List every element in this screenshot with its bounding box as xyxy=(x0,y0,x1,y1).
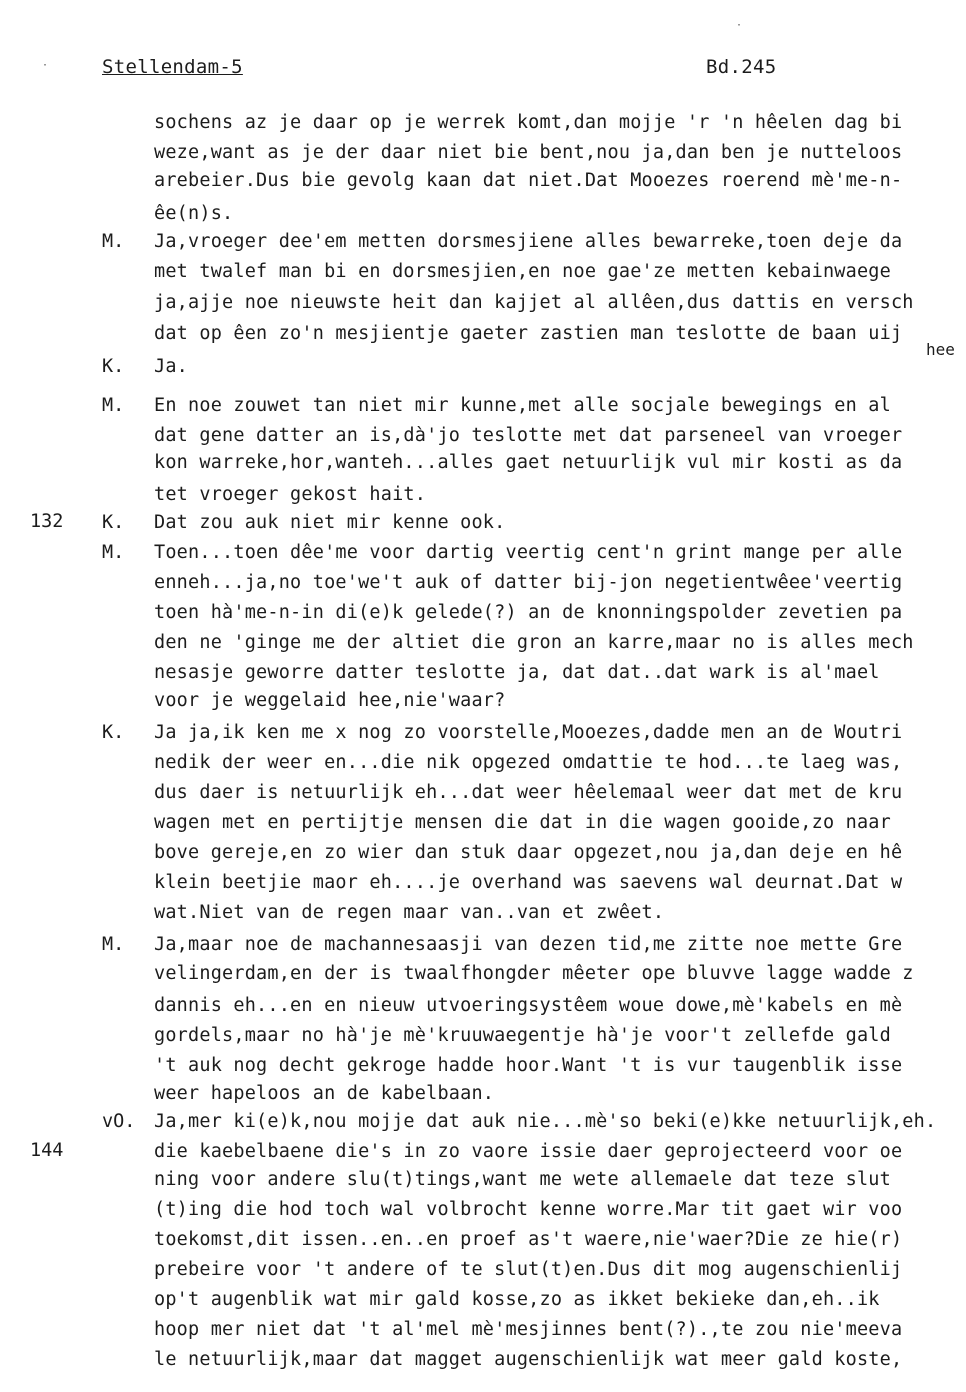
transcript-line: enneh...ja,no toe'we't auk of datter bij-jon negetientwêee'veertig xyxy=(154,572,903,593)
margin-line-number: 132 xyxy=(30,511,64,532)
transcript-line: ja,ajje noe nieuwste heit dan kajjet al allêen,dus dattis en versch xyxy=(154,292,914,313)
transcript-line: weze,want as je der daar niet bie bent,nou ja,dan ben je nutteloos xyxy=(154,142,903,163)
scan-speck: · xyxy=(42,60,49,71)
transcript-line: weer hapeloos an de kabelbaan. xyxy=(154,1083,495,1104)
transcript-line: Ja. xyxy=(154,356,189,377)
transcript-line: dat gene datter an is,dà'jo teslotte met dat parseneel van vroeger xyxy=(154,425,903,446)
transcript-line: En noe zouwet tan niet mir kunne,met alle socjale bewegings en al xyxy=(154,395,891,416)
margin-line-number: 144 xyxy=(30,1140,64,1161)
speaker-label: K. xyxy=(102,356,125,377)
speaker-label: K. xyxy=(102,512,125,533)
transcript-line: sochens az je daar op je werrek komt,dan mojje 'r 'n hêelen dag bi xyxy=(154,112,903,133)
transcript-line: wat.Niet van de regen maar van..van et zwêet. xyxy=(154,902,665,923)
transcript-line: Toen...toen dêe'me voor dartig veertig cent'n grint mange per alle xyxy=(154,542,903,563)
transcript-line: dat op êen zo'n mesjientje gaeter zastien man teslotte de baan uij xyxy=(154,323,903,344)
margin-annotation: hee xyxy=(926,340,955,359)
transcript-line: tet vroeger gekost hait. xyxy=(154,484,427,505)
transcript-line: Dat zou auk niet mir kenne ook. xyxy=(154,512,506,533)
transcript-line: nedik der weer en...die nik opgezed omdattie te hod...te laeg was, xyxy=(154,752,903,773)
transcript-line: ning voor andere slu(t)tings,want me wete allemaele dat teze slut xyxy=(154,1169,891,1190)
transcript-line: le netuurlijk,maar dat magget augenschienlijk wat meer gald koste, xyxy=(154,1349,903,1370)
transcript-line: arebeier.Dus bie gevolg kaan dat niet.Dat Mooezes roerend mè'me-n- xyxy=(154,170,903,191)
header-page-ref: Bd.245 xyxy=(706,56,777,78)
transcript-line: Ja ja,ik ken me x nog zo voorstelle,Mooezes,dadde men an de Woutri xyxy=(154,722,903,743)
transcript-line: voor je weggelaid hee,nie'waar? xyxy=(154,690,506,711)
transcript-line: wagen met en pertijtje mensen die dat in die wagen gooide,zo naar xyxy=(154,812,891,833)
transcript-line: Ja,mer ki(e)k,nou mojje dat auk nie...mè'so beki(e)kke netuurlijk,eh. xyxy=(154,1111,937,1132)
transcript-line: êe(n)s. xyxy=(154,203,234,224)
transcript-line: gordels,maar no hà'je mè'kruuwaegentje hà'je voor't zellefde gald xyxy=(154,1025,891,1046)
speaker-label: M. xyxy=(102,231,125,252)
transcript-line: klein beetjie maor eh....je overhand was saevens wal deurnat.Dat w xyxy=(154,872,903,893)
transcript-line: met twalef man bi en dorsmesjien,en noe gae'ze metten kebainwaege xyxy=(154,261,891,282)
speaker-label: M. xyxy=(102,542,125,563)
transcript-line: toekomst,dit issen..en..en proef as't waere,nie'waer?Die ze hie(r) xyxy=(154,1229,903,1250)
speaker-label: M. xyxy=(102,934,125,955)
transcript-line: velingerdam,en der is twaalfhongder mêeter ope bluvve lagge wadde z xyxy=(154,963,914,984)
speaker-label: M. xyxy=(102,395,125,416)
transcript-line: Ja,vroeger dee'em metten dorsmesjiene alles bewarreke,toen deje da xyxy=(154,231,903,252)
transcript-line: prebeire voor 't andere of te slut(t)en.Dus dit mog augenschienlij xyxy=(154,1259,903,1280)
transcript-line: kon warreke,hor,wanteh...alles gaet netuurlijk vul mir kosti as da xyxy=(154,452,903,473)
speaker-label: vO. xyxy=(102,1111,136,1132)
transcript-line: die kaebelbaene die's in zo vaore issie daer geprojecteerd voor oe xyxy=(154,1141,903,1162)
transcript-line: Ja,maar noe de machannesaasji van dezen tid,me zitte noe mette Gre xyxy=(154,934,903,955)
transcript-line: dus daer is netuurlijk eh...dat weer hêelemaal weer dat met de kru xyxy=(154,782,903,803)
speaker-label: K. xyxy=(102,722,125,743)
transcript-line: nesasje geworre datter teslotte ja, dat dat..dat wark is al'mael xyxy=(154,662,880,683)
transcript-line: op't augenblik wat mir gald kosse,zo as ikket bekieke dan,eh..ik xyxy=(154,1289,880,1310)
transcript-line: toen hà'me-n-in di(e)k gelede(?) an de knonningspolder zevetien pa xyxy=(154,602,903,623)
transcript-line: den ne 'ginge me der altiet die gron an karre,maar no is alles mech xyxy=(154,632,914,653)
scan-speck: · xyxy=(736,20,743,31)
header-title: Stellendam-5 xyxy=(102,56,243,78)
transcript-line: hoop mer niet dat 't al'mel mè'mesjinnes bent(?).,te zou nie'meeva xyxy=(154,1319,903,1340)
transcript-line: dannis eh...en en nieuw utvoeringsystêem woue dowe,mè'kabels en mè xyxy=(154,995,903,1016)
transcript-line: 't auk nog decht gekroge hadde hoor.Want 't is vur taugenblik isse xyxy=(154,1055,903,1076)
transcript-line: bove gereje,en zo wier dan stuk daar opgezet,nou ja,dan deje en hê xyxy=(154,842,903,863)
transcript-line: (t)ing die hod toch wal volbrocht kenne worre.Mar tit gaet wir voo xyxy=(154,1199,903,1220)
